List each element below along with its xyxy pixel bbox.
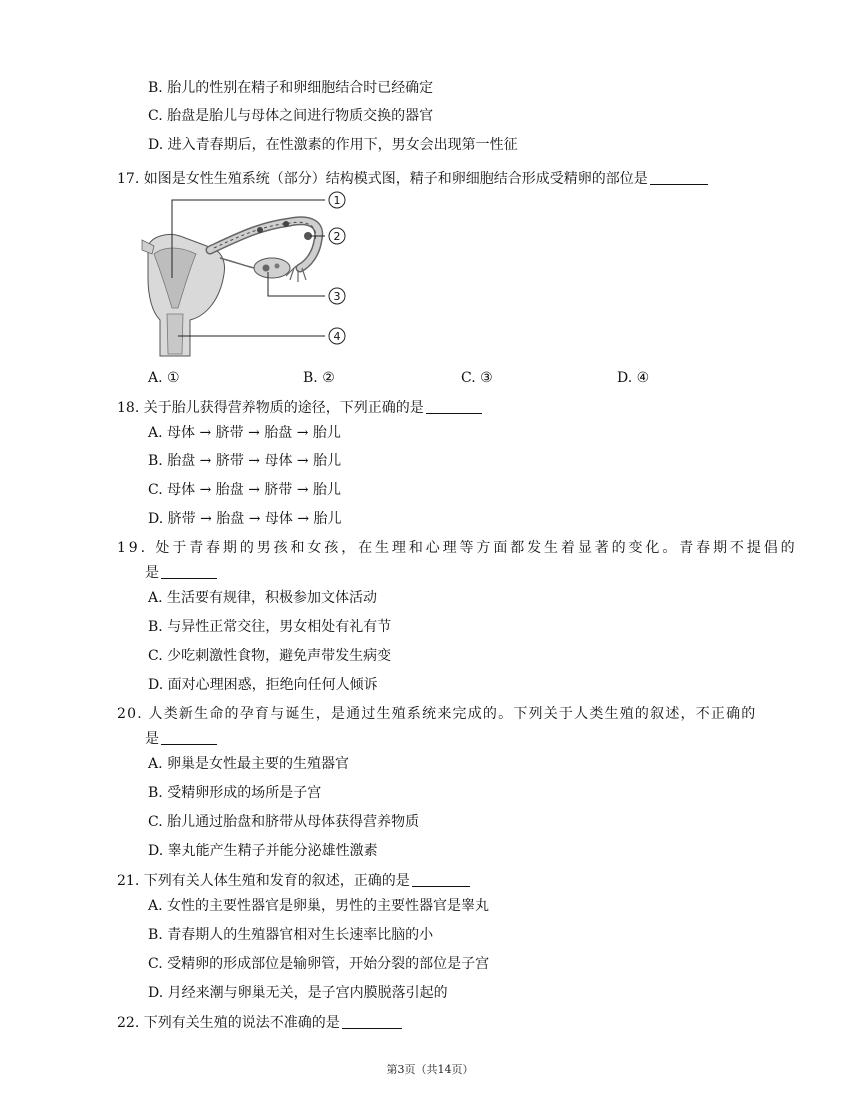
q17-stem-text: 17. 如图是女性生殖系统（部分）结构模式图，精子和卵细胞结合形成受精卵的部位是 [117,171,648,187]
q20-option-d: D. 睾丸能产生精子并能分泌雄性激素 [148,843,378,859]
q21-option-a: A. 女性的主要性器官是卵巢，男性的主要性器官是睾丸 [148,898,490,914]
answer-blank [412,871,470,887]
q21-option-d: D. 月经来潮与卵巢无关，是子宫内膜脱落引起的 [148,985,448,1001]
q20-option-b: B. 受精卵形成的场所是子宫 [148,785,322,801]
q17-option-c: C. ③ [461,370,493,386]
q17-stem [117,169,708,189]
q22-stem-text: 22. 下列有关生殖的说法不准确的是 [117,1015,340,1031]
q19-stem-line2-text: 是 [145,565,159,581]
q18-option-c: C. 母体 → 胎盘 → 脐带 → 胎儿 [148,482,342,498]
q18-stem [117,398,482,418]
svg-text:4: 4 [333,330,341,343]
q17-option-d: D. ④ [617,370,650,386]
svg-text:1: 1 [333,194,341,207]
q19-option-a: A. 生活要有规律，积极参加文体活动 [148,590,378,606]
q22-stem [117,1013,402,1033]
q16-option-b: B. 胎儿的性别在精子和卵细胞结合时已经确定 [148,80,434,96]
q17-option-a: A. ① [148,370,180,386]
q19-option-c: C. 少吃刺激性食物，避免声带发生病变 [148,648,392,664]
answer-blank [650,169,708,185]
q16-option-d: D. 进入青春期后，在性激素的作用下，男女会出现第一性征 [148,137,518,153]
q19-option-b: B. 与异性正常交往，男女相处有礼有节 [148,619,392,635]
svg-text:3: 3 [333,290,341,303]
q20-option-c: C. 胎儿通过胎盘和脐带从母体获得营养物质 [148,814,420,830]
q20-option-a: A. 卵巢是女性最主要的生殖器官 [148,756,350,772]
q18-option-d: D. 脐带 → 胎盘 → 母体 → 胎儿 [148,511,342,527]
q18-stem-text: 18. 关于胎儿获得营养物质的途径，下列正确的是 [117,400,424,416]
q21-stem [117,871,470,891]
q19-stem-line1: 19. 处于青春期的男孩和女孩，在生理和心理等方面都发生着显著的变化。青春期不提倡的 [117,540,798,556]
q17-option-b: B. ② [303,370,335,386]
q18-option-b: B. 胎盘 → 脐带 → 母体 → 胎儿 [148,453,342,469]
female-reproductive-system-figure [140,188,360,366]
q16-option-c: C. 胎盘是胎儿与母体之间进行物质交换的器官 [148,108,434,124]
answer-blank [161,729,217,745]
q19-stem-line2 [145,563,217,583]
q21-stem-text: 21. 下列有关人体生殖和发育的叙述，正确的是 [117,873,410,889]
q20-stem-line2 [145,729,217,749]
answer-blank [426,398,482,414]
q21-option-c: C. 受精卵的形成部位是输卵管，开始分裂的部位是子宫 [148,956,490,972]
answer-blank [342,1013,402,1029]
q21-option-b: B. 青春期人的生殖器官相对生长速率比脑的小 [148,927,434,943]
q18-option-a: A. 母体 → 脐带 → 胎盘 → 胎儿 [148,425,341,441]
q17-options [0,368,860,388]
q19-option-d: D. 面对心理困惑，拒绝向任何人倾诉 [148,677,378,693]
q20-stem-line2-text: 是 [145,731,159,747]
svg-text:2: 2 [333,230,341,243]
q20-stem-line1: 20. 人类新生命的孕育与诞生，是通过生殖系统来完成的。下列关于人类生殖的叙述，不正确的 [117,706,757,722]
answer-blank [161,563,217,579]
page-footer: 第3页（共14页） [386,1063,474,1076]
